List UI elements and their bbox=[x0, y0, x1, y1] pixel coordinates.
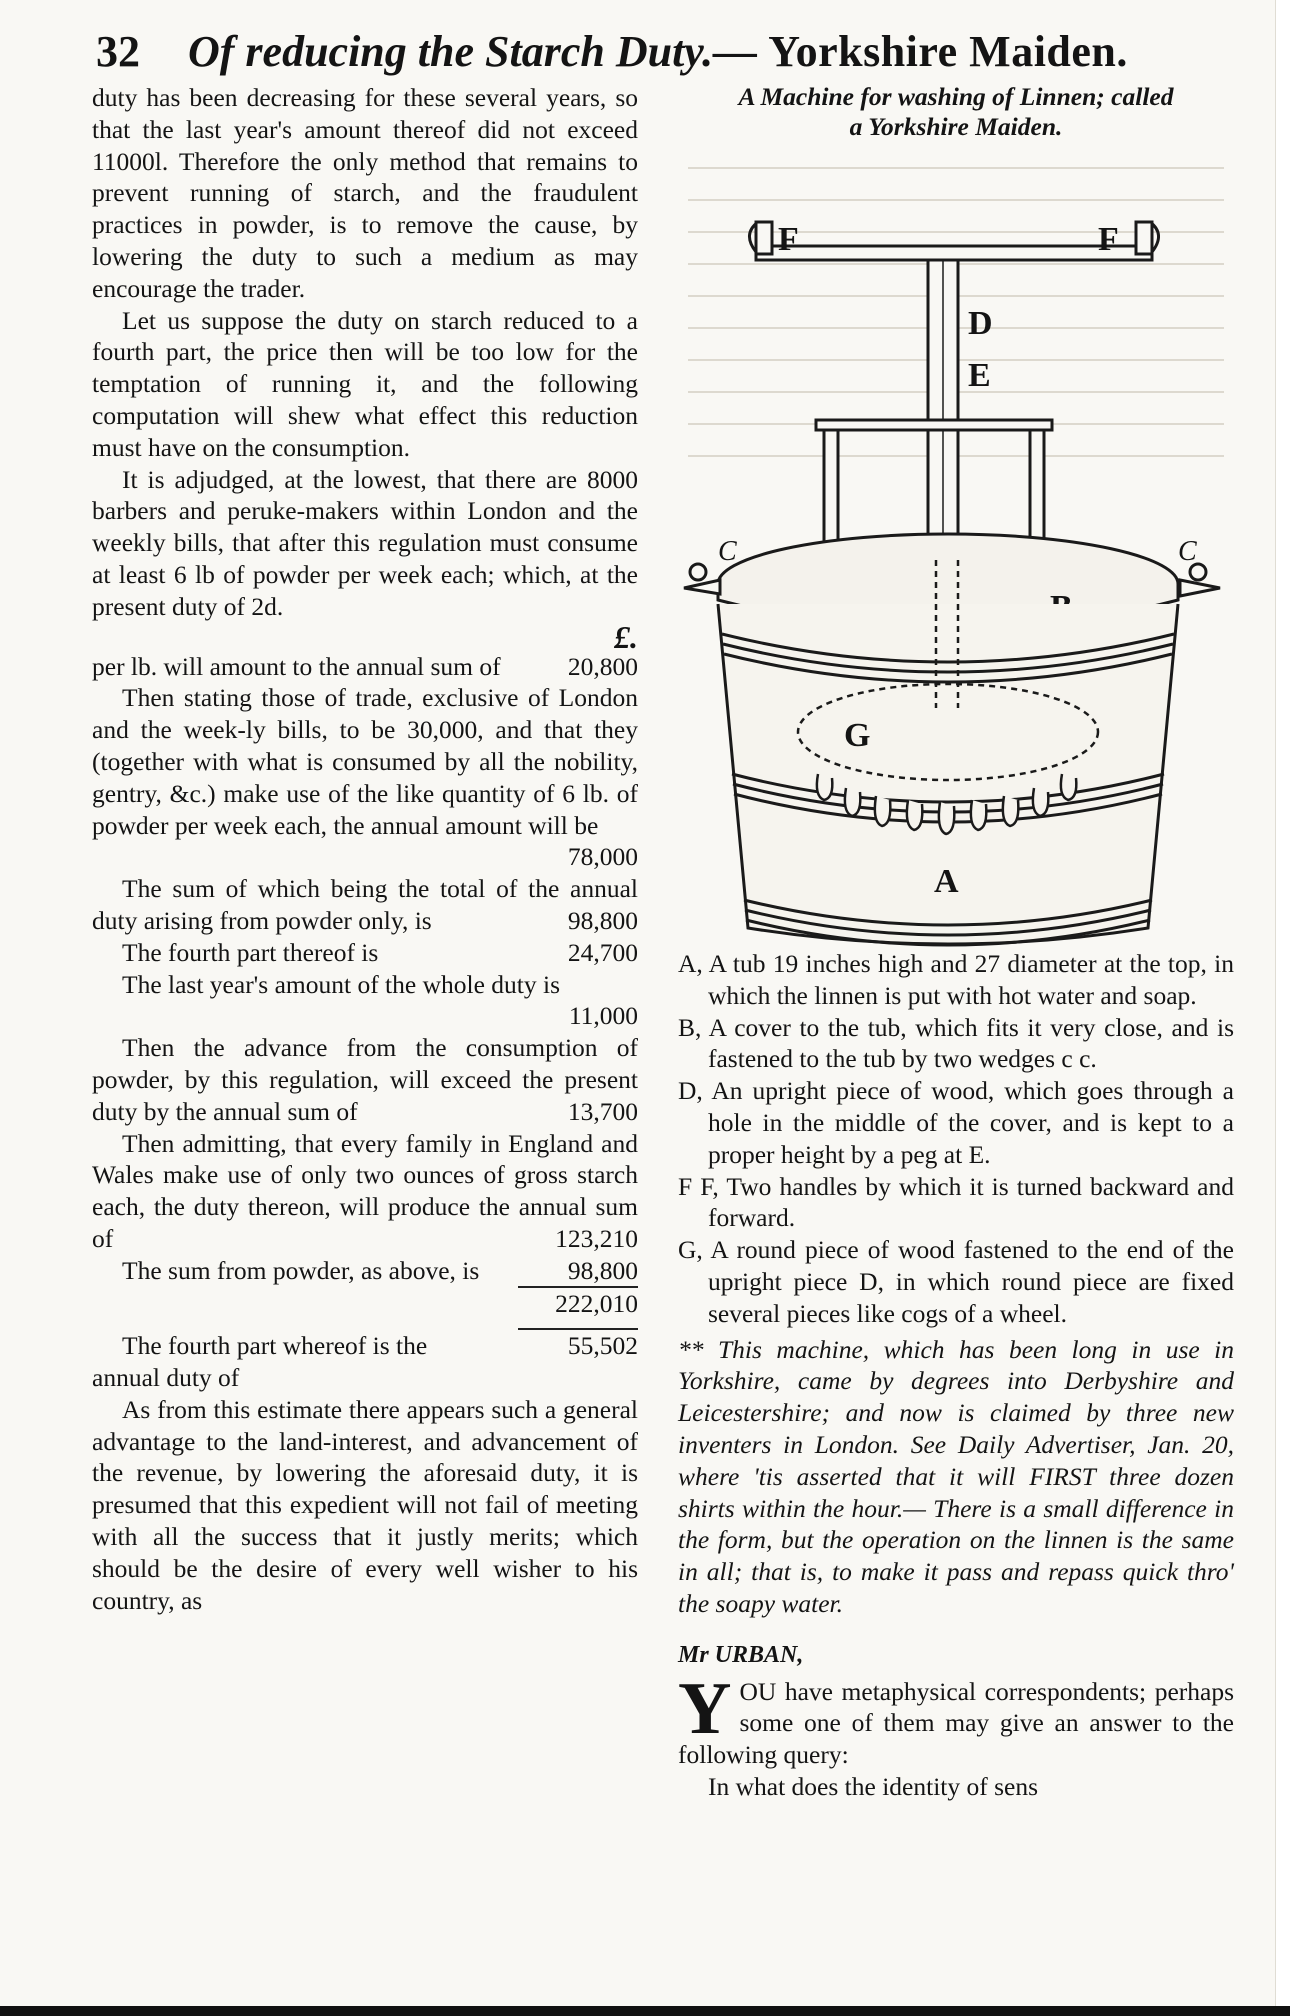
machine-title-line1: A Machine for washing of Linnen; called bbox=[738, 82, 1174, 111]
paragraph-trade bbox=[92, 682, 638, 872]
page-edge-bottom bbox=[0, 2006, 1290, 2016]
page-number: 32 bbox=[96, 27, 140, 76]
yorkshire-maiden-engraving bbox=[678, 148, 1234, 948]
letter-body bbox=[678, 1667, 1234, 1771]
machine-title-line2: a Yorkshire Maiden. bbox=[849, 112, 1063, 141]
running-head bbox=[96, 22, 1206, 82]
label-c-right: C bbox=[1178, 536, 1197, 567]
sum-row-barbers bbox=[92, 651, 638, 683]
label-c-left: C bbox=[718, 536, 737, 567]
machine-title bbox=[678, 82, 1234, 142]
amount-98800: 98,800 bbox=[567, 905, 638, 935]
amount-55502: 55,502 bbox=[518, 1328, 638, 1362]
amount-123210: 123,210 bbox=[555, 1223, 638, 1253]
legend-item-d: D, An upright piece of wood, which goes through a hole in the middle of the cover, and is kept to a proper height by a peg at E. bbox=[678, 1076, 1234, 1169]
annual-duty-text: The fourth part whereof is the annual duty of bbox=[92, 1331, 428, 1393]
paragraph-duty-decrease: duty has been decreasing for these several years, so that the last year's amount thereof did not exceed 11000l. Therefore the only method that remains to prevent running of starch, and the fraudulent practices in powder, is to remove the cause, by lowering the duty to such a medium as may encourage the trader. bbox=[92, 83, 638, 303]
upright-piece bbox=[928, 260, 958, 560]
label-g: G bbox=[844, 717, 871, 754]
left-column bbox=[92, 82, 638, 1616]
paragraph-families bbox=[92, 1128, 638, 1255]
letter-salutation: Mr URBAN, bbox=[678, 1641, 804, 1668]
amount-11000: 11,000 bbox=[568, 1001, 638, 1031]
paragraph-total-powder bbox=[92, 873, 638, 937]
sum-from-powder-text: The sum from powder, as above, is bbox=[122, 1255, 480, 1285]
sum-row-total bbox=[92, 1288, 638, 1320]
advance-text: Then the advance from the consumption of powder, by this regulation, will exceed the present duty by the annual sum of bbox=[92, 1033, 638, 1126]
label-d: D bbox=[968, 305, 993, 342]
amount-78000: 78,000 bbox=[567, 842, 638, 872]
label-e: E bbox=[968, 357, 991, 394]
label-a: A bbox=[934, 863, 959, 900]
families-text: Then admitting, that every family in England and Wales make use of only two ounces of gross starch each, the duty thereon, will produce the annual sum of bbox=[92, 1128, 638, 1253]
fourth-part-text: The fourth part thereof is bbox=[122, 937, 379, 967]
amount-total-222010: 222,010 bbox=[555, 1289, 638, 1319]
last-year-text: The last year's amount of the whole duty is bbox=[122, 969, 560, 999]
label-f-left: F bbox=[778, 221, 799, 258]
legend-item-g: G, A round piece of wood fastened to the end of the upright piece D, in which round piece are fixed several pieces like cogs of a wheel. bbox=[678, 1235, 1234, 1328]
right-column bbox=[678, 82, 1234, 1803]
figure-legend bbox=[678, 948, 1234, 1330]
amount-20800: 20,800 bbox=[567, 651, 638, 681]
total-powder-text: The sum of which being the total of the annual duty arising from powder only, is bbox=[92, 874, 638, 935]
machine-note: ** This machine, which has been long in use in Yorkshire, came by degrees into Derbyshire and Leicestershire; and now is claimed by three new inventers in London. See Daily Advertiser, Jan. 20, where 'tis asserted that it will FIRST three dozen shirts within the hour.— There is a small difference in the form, but the operation on the linnen is the same in all; that is, to make it pass and repass quick thro' the soapy water. bbox=[678, 1334, 1234, 1618]
legend-item-f: F F, Two handles by which it is turned backward and forward. bbox=[678, 1171, 1234, 1233]
sum-row-annual-duty bbox=[92, 1328, 638, 1394]
running-title-right: Yorkshire Maiden. bbox=[768, 27, 1128, 76]
pound-sign: £. bbox=[614, 618, 638, 655]
paragraph-barbers: It is adjudged, at the lowest, that there are 8000 barbers and peruke-makers within London and the weekly bills, that after this regulation must consume at least 6 lb of powder per week each; which, at the present duty of 2d. bbox=[92, 464, 638, 621]
sum-row-fourth bbox=[92, 937, 638, 969]
label-f-right: F bbox=[1098, 221, 1119, 258]
paragraph-suppose-reduction: Let us suppose the duty on starch reduced to a fourth part, the price then will be too low for the temptation of running it, and the following computation will shew what effect this reduction must have on the consumption. bbox=[92, 305, 638, 462]
sum-row-powder bbox=[92, 1255, 638, 1289]
running-title-left: Of reducing the Starch Duty.— bbox=[188, 27, 758, 76]
paragraph-conclusion: As from this estimate there appears such a general advantage to the land-interest, and advancement of the revenue, by lowering the aforesaid duty, it is presumed that this expedient will not fail of meeting with all the success that it justly merits; which should be the desire of every well wisher to his country, as bbox=[92, 1394, 638, 1615]
drop-cap: Y bbox=[678, 1667, 732, 1750]
legend-item-a: A, A tub 19 inches high and 27 diameter at the top, in which the linnen is put with hot water and soap. bbox=[678, 949, 1234, 1010]
trade-text: Then stating those of trade, exclusive of London and the week-ly bills, to be 30,000, and that they (together with what is consumed by all the nobility, gentry, &c.) make use of the like quantity of 6 lb. of powder per week each, the annual amount will be bbox=[92, 683, 638, 840]
letter-last-line: In what does the identity of sens bbox=[708, 1771, 1039, 1801]
amount-13700: 13,700 bbox=[567, 1096, 638, 1126]
letter-text: OU have metaphysical correspondents; perhaps some one of them may give an answer to the following query: bbox=[678, 1676, 1234, 1770]
page-edge-right bbox=[1275, 0, 1290, 2016]
sum-row-label: per lb. will amount to the annual sum of bbox=[92, 651, 501, 681]
amount-98800-b: 98,800 bbox=[518, 1255, 638, 1289]
amount-24700: 24,700 bbox=[567, 937, 638, 967]
legend-item-b: B, A cover to the tub, which fits it very close, and is fastened to the tub by two wedges c c. bbox=[678, 1012, 1234, 1074]
paragraph-advance bbox=[92, 1032, 638, 1127]
paragraph-last-year bbox=[92, 969, 638, 1031]
